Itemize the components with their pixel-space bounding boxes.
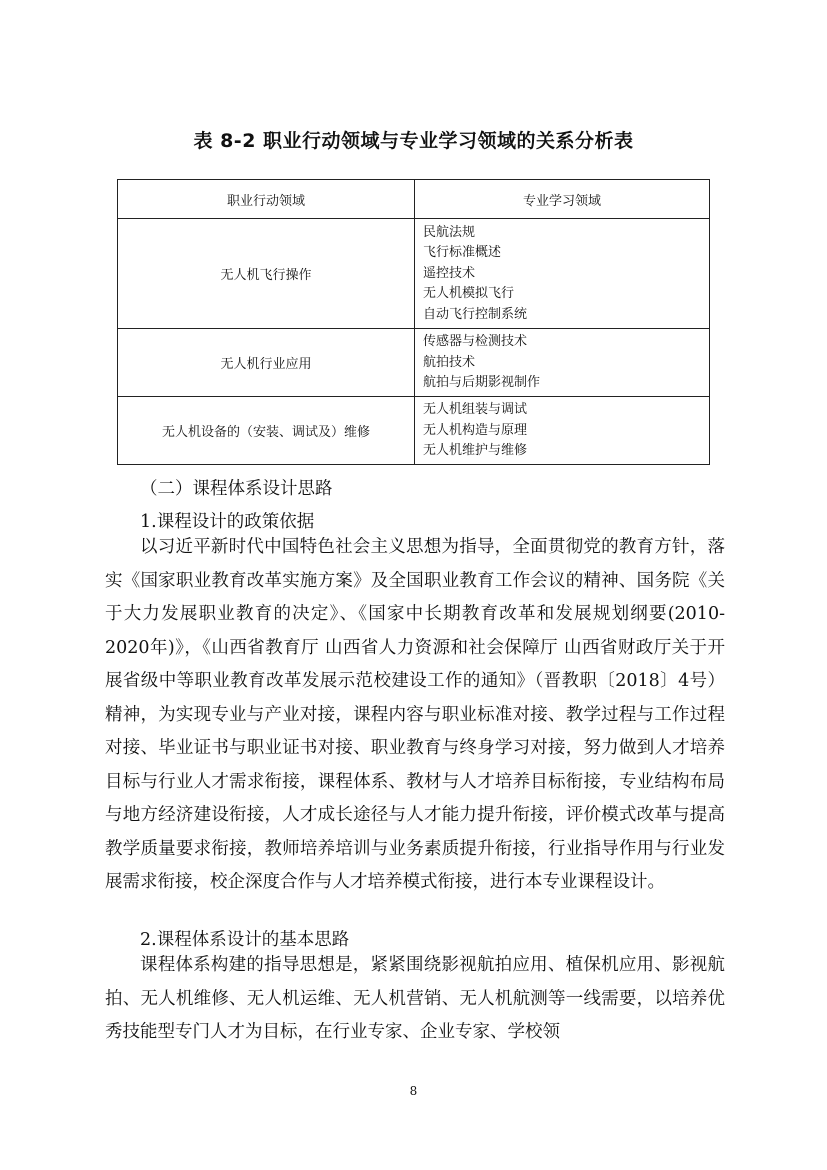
table-title: 表 8-2 职业行动领域与专业学习领域的关系分析表 [193, 130, 634, 152]
course-item: 无人机组装与调试 [423, 402, 528, 418]
header-occupational-domain: 职业行动领域 [118, 180, 415, 219]
subsection-heading-approach: 2.课程体系设计的基本思路 [140, 930, 350, 950]
course-item: 航拍与后期影视制作 [423, 375, 541, 391]
table-row [118, 397, 710, 465]
relationship-table [117, 179, 710, 465]
occupational-domain-cell: 无人机行业应用 [118, 329, 415, 397]
learning-domain-cell [415, 329, 710, 397]
learning-domain-cell [415, 397, 710, 465]
course-item: 飞行标准概述 [423, 245, 502, 261]
table-header-row [118, 180, 710, 219]
section-heading: （二）课程体系设计思路 [140, 479, 333, 499]
course-item: 无人机维护与维修 [423, 443, 528, 459]
course-item: 无人机构造与原理 [423, 422, 528, 438]
course-item: 传感器与检测技术 [423, 334, 528, 350]
table-row [118, 219, 710, 329]
occupational-domain-cell: 无人机设备的（安装、调试及）维修 [118, 397, 415, 465]
header-learning-domain: 专业学习领域 [415, 180, 710, 219]
course-item: 遥控技术 [423, 265, 476, 281]
course-item: 自动飞行控制系统 [423, 306, 528, 322]
learning-domain-cell [415, 219, 710, 329]
course-item: 航拍技术 [423, 354, 476, 370]
table-row [118, 329, 710, 397]
page-number: 8 [409, 1084, 418, 1098]
occupational-domain-cell: 无人机飞行操作 [118, 219, 415, 329]
paragraph-design-approach: 课程体系构建的指导思想是，紧紧围绕影视航拍应用、植保机应用、影视航拍、无人机维修、无人机运维、无人机营销、无人机航测等一线需要，以培养优秀技能型专门人才为目标，在行业专家、企业专家、学校领 [105, 955, 725, 1042]
course-item: 民航法规 [423, 224, 476, 240]
paragraph-policy-basis: 以习近平新时代中国特色社会主义思想为指导，全面贯彻党的教育方针，落实《国家职业教育改革实施方案》及全国职业教育工作会议的精神、国务院《关于大力发展职业教育的决定》、《国家中长期教育改革和发展规划纲要(2010-2020年)》，《山西省教育厅 山西省人力资源和社会保障厅 山西省财政厅关于开展省级中等职业教育改革发展示范校建设工作的通知》（晋教职〔2018〕4号）精神，为实现专业与产业对接，课程内容与职业标准对接、教学过程与工作过程对接、毕业证书与职业证书对接、职业教育与终身学习对接，努力做到人才培养目标与行业人才需求衔接，课程体系、教材与人才培养目标衔接，专业结构布局与地方经济建设衔接，人才成长途径与人才能力提升衔接，评价模式改革与提高教学质量要求衔接，教师培养培训与业务素质提升衔接，行业指导作用与行业发展需求衔接，校企深度合作与人才培养模式衔接，进行本专业课程设计。 [105, 537, 725, 892]
subsection-heading-policy: 1.课程设计的政策依据 [140, 512, 315, 532]
course-item: 无人机模拟飞行 [423, 286, 515, 302]
